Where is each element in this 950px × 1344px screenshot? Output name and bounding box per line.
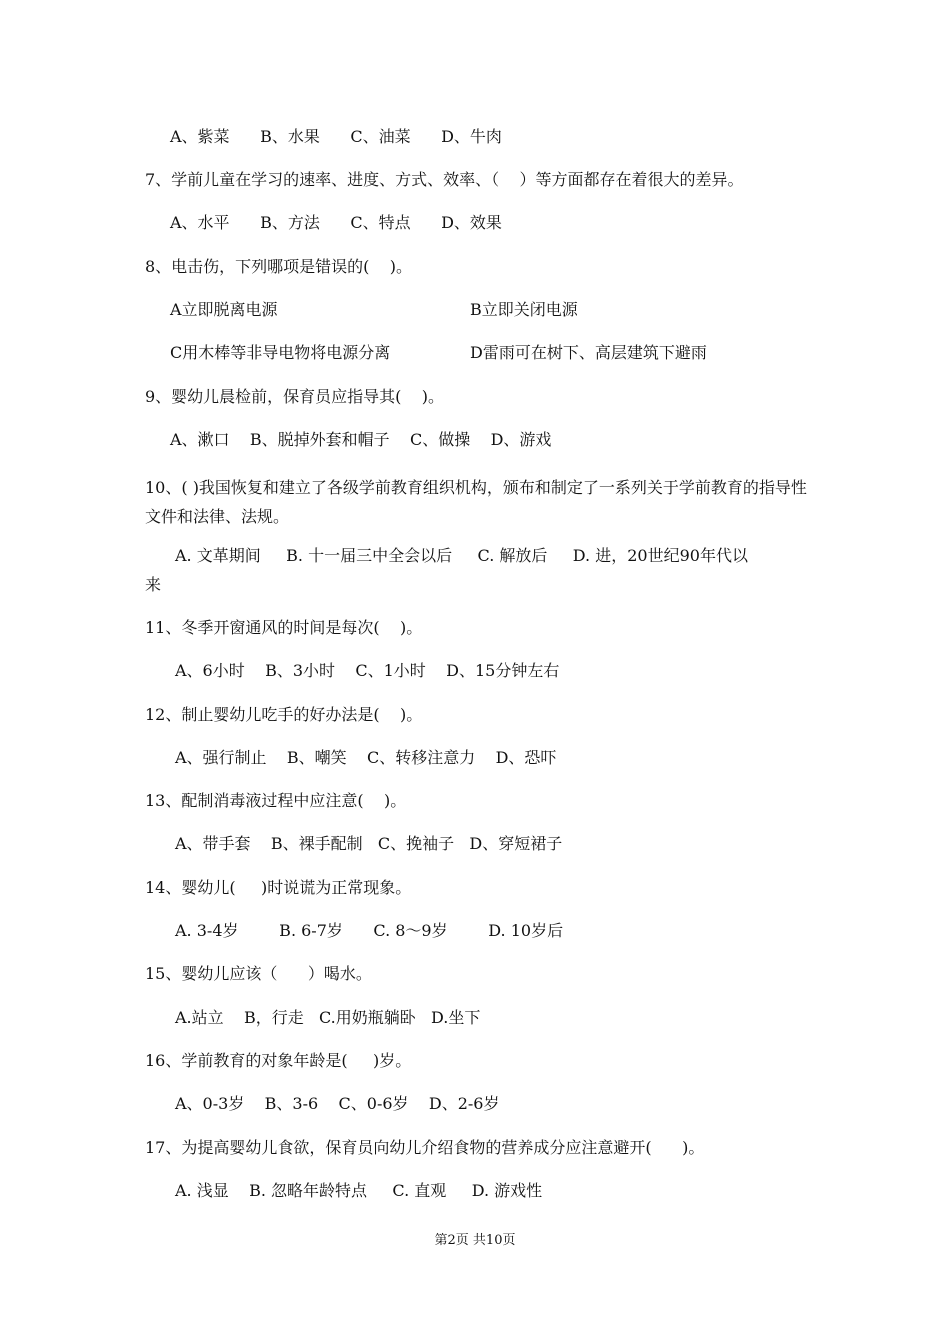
question-9: 9、婴幼儿晨检前，保育员应指导其( )。 (145, 387, 445, 406)
question-11: 11、冬季开窗通风的时间是每次( )。 (145, 618, 423, 637)
question-13: 13、配制消毒液过程中应注意( )。 (145, 791, 407, 810)
q14-options: A. 3-4岁 B. 6-7岁 C. 8～9岁 D. 10岁后 (175, 921, 564, 940)
question-17: 17、为提高婴幼儿食欲，保育员向幼儿介绍食物的营养成分应注意避开( )。 (145, 1138, 705, 1157)
q8-option-a: A立即脱离电源 (170, 300, 278, 319)
question-16: 16、学前教育的对象年龄是( )岁。 (145, 1051, 412, 1070)
q7-options: A、水平 B、方法 C、特点 D、效果 (170, 213, 502, 232)
q10-options: A. 文革期间 B. 十一届三中全会以后 C. 解放后 D. 进，20世纪90年代以 (175, 546, 748, 565)
q17-options: A. 浅显 B. 忽略年龄特点 C. 直观 D. 游戏性 (175, 1181, 543, 1200)
q8-option-b: B立即关闭电源 (470, 300, 578, 319)
q10-options-cont: 来 (145, 575, 162, 594)
q16-options: A、0-3岁 B、3-6 C、0-6岁 D、2-6岁 (175, 1094, 500, 1113)
q12-options: A、强行制止 B、嘲笑 C、转移注意力 D、恐吓 (175, 748, 557, 767)
question-14: 14、婴幼儿( )时说谎为正常现象。 (145, 878, 412, 897)
page-footer: 第2页 共10页 (434, 1233, 516, 1248)
q13-options: A、带手套 B、裸手配制 C、挽袖子 D、穿短裙子 (175, 834, 563, 853)
q6-options: A、紫菜 B、水果 C、油菜 D、牛肉 (170, 127, 502, 146)
q8-option-d: D雷雨可在树下、高层建筑下避雨 (470, 343, 707, 362)
q11-options: A、6小时 B、3小时 C、1小时 D、15分钟左右 (175, 661, 560, 680)
q15-options: A.站立 B，行走 C.用奶瓶躺卧 D.坐下 (175, 1008, 481, 1027)
q8-option-c: C用木棒等非导电物将电源分离 (170, 343, 391, 362)
question-12: 12、制止婴幼儿吃手的好办法是( )。 (145, 705, 423, 724)
question-10: 10、( )我国恢复和建立了各级学前教育组织机构，颁布和制定了一系列关于学前教育的指导性文件和法律、法规。 (145, 478, 807, 526)
question-7: 7、学前儿童在学习的速率、进度、方式、效率、（ ）等方面都存在着很大的差异。 (145, 170, 744, 189)
question-15: 15、婴幼儿应该（ ）喝水。 (145, 964, 372, 983)
q9-options: A、漱口 B、脱掉外套和帽子 C、做操 D、游戏 (170, 430, 552, 449)
question-8: 8、电击伤，下列哪项是错误的( )。 (145, 257, 413, 276)
